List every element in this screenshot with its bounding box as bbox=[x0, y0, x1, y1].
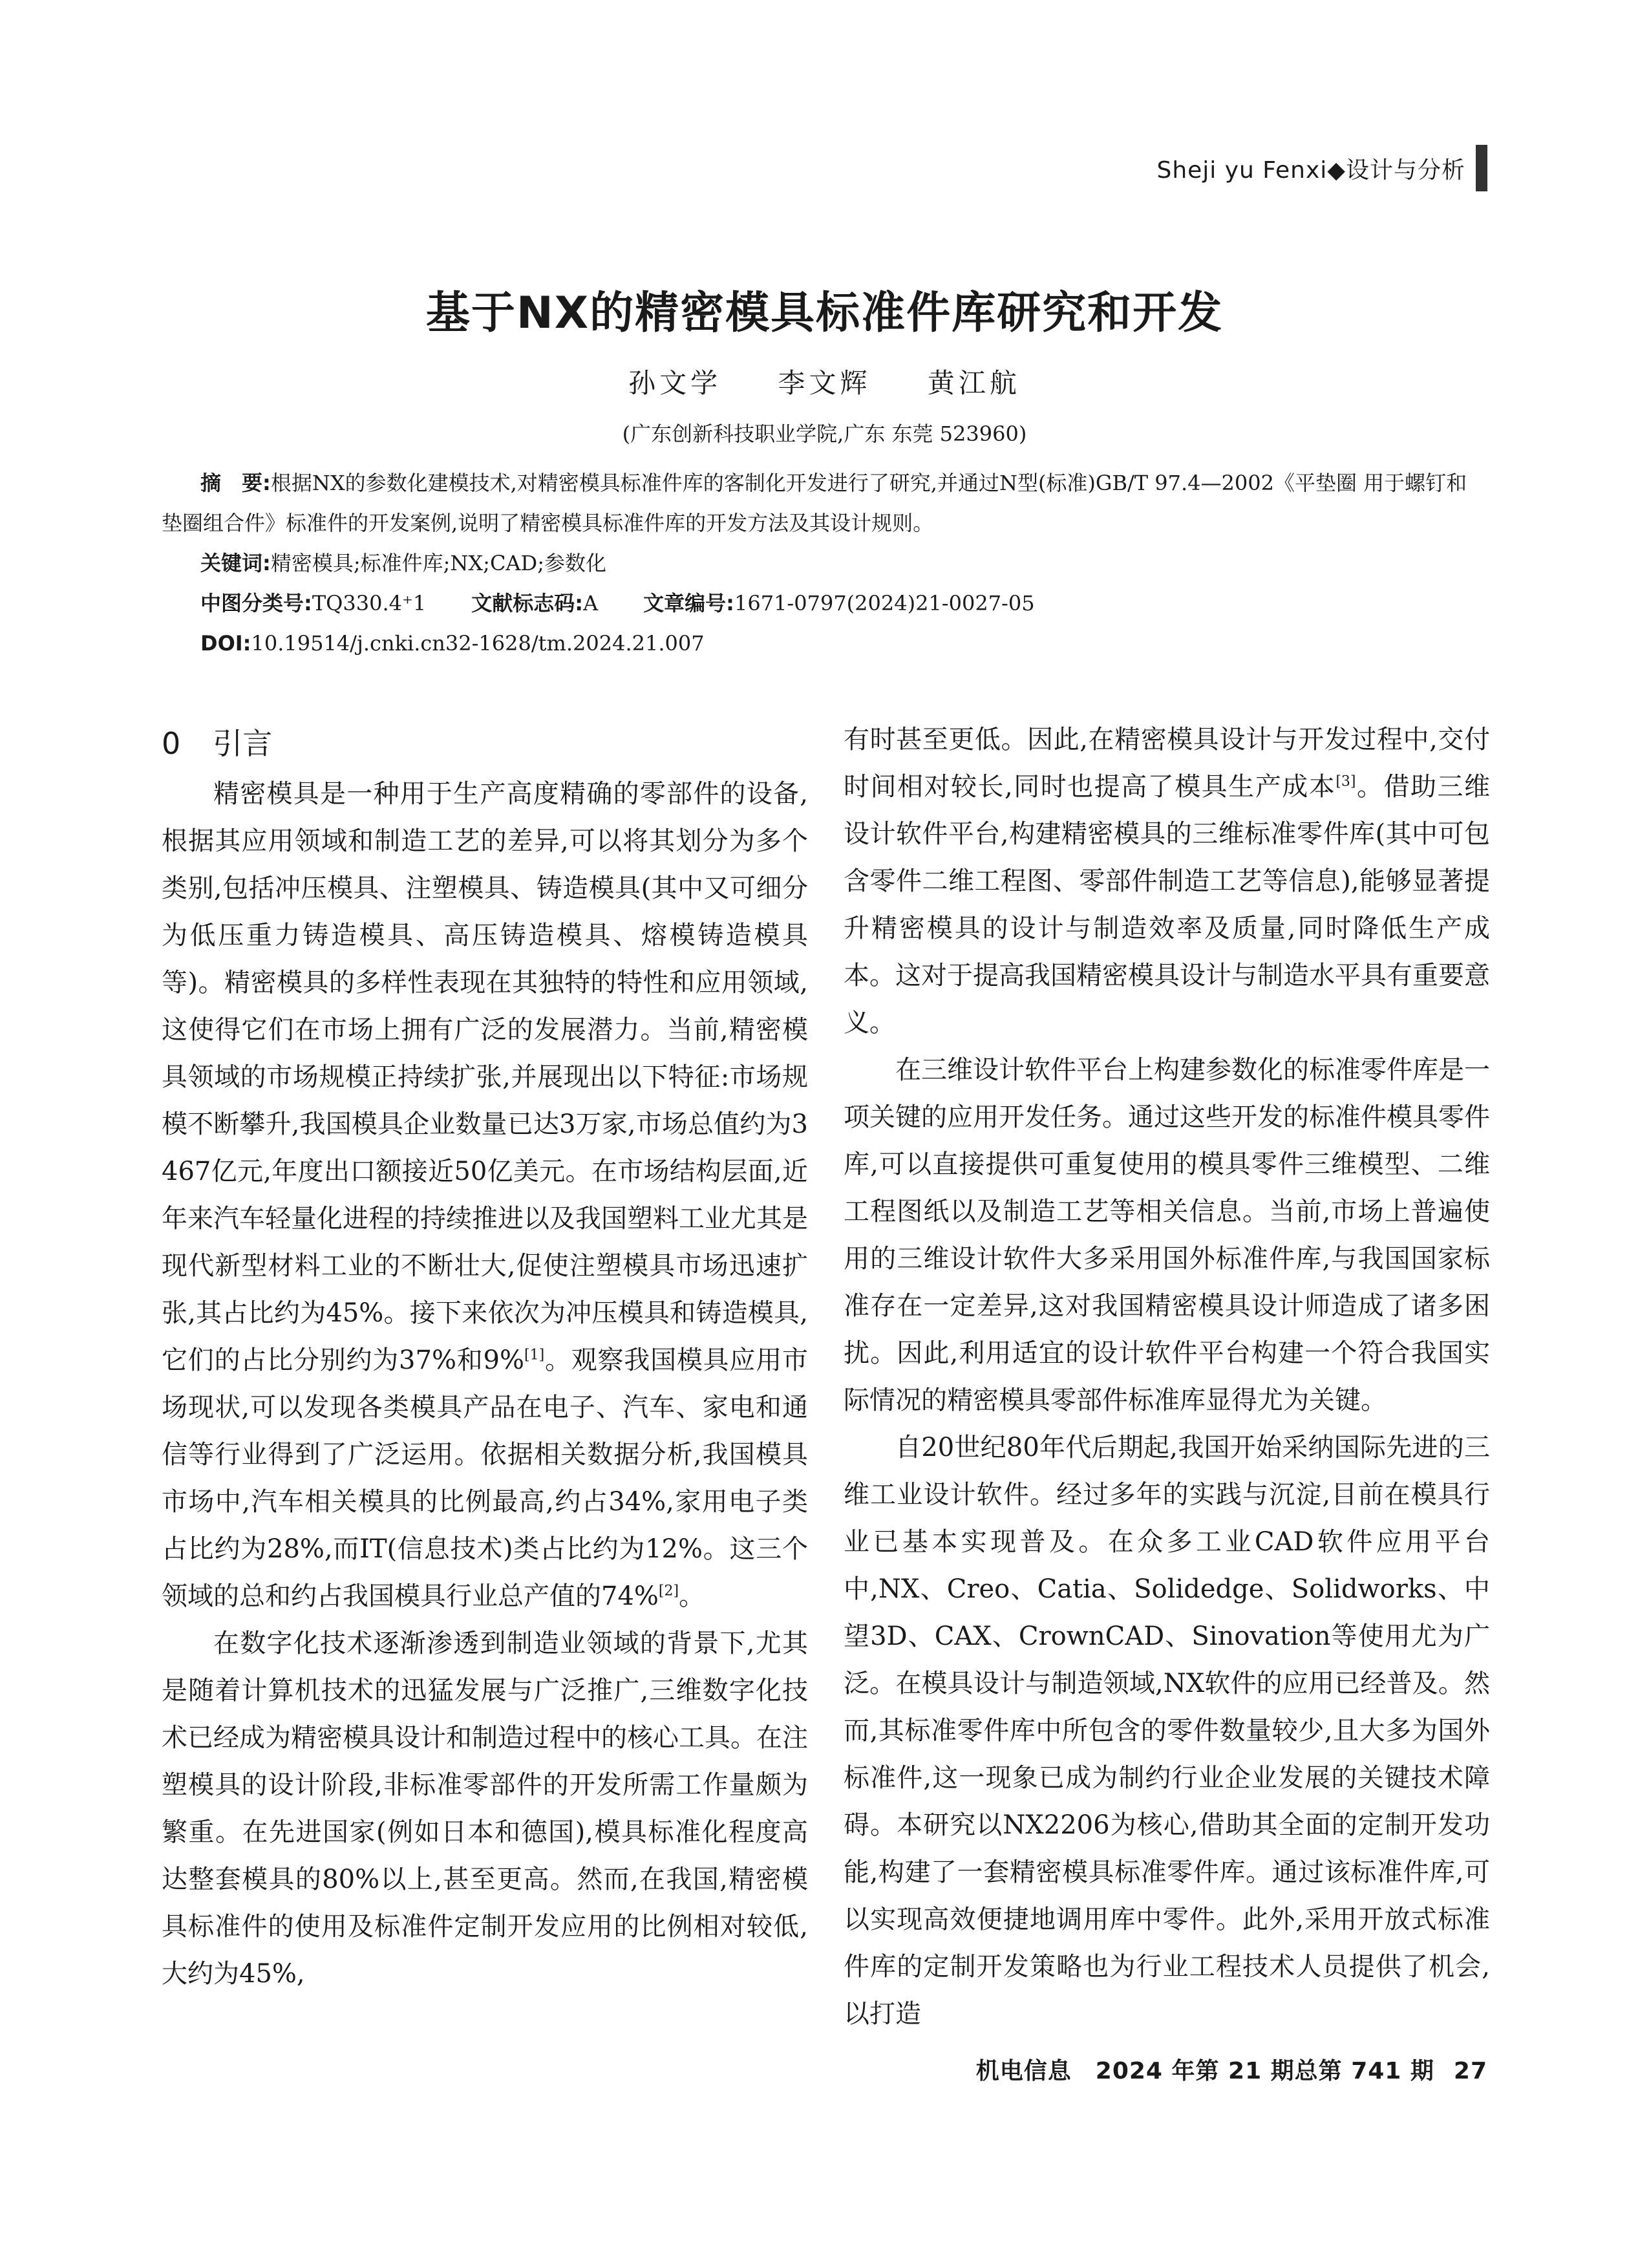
author-name: 孙文学 bbox=[628, 367, 722, 399]
section-number: 0 bbox=[162, 726, 181, 761]
paragraph-text: 。观察我国模具应用市场现状,可以发现各类模具产品在电子、汽车、家电和通信等行业得到了广泛运用。依据相关数据分析,我国模具市场中,汽车相关模具的比例最高,约占34%,家用电子类占比约为28%,而IT(信息技术)类占比约为12%。这三个领域的总和约占我国模具行业总产值的74% bbox=[162, 1345, 808, 1611]
keywords bbox=[200, 543, 1526, 583]
page-number: 27 bbox=[1453, 2058, 1487, 2084]
keywords-text: 精密模具;标准件库;NX;CAD;参数化 bbox=[270, 551, 606, 575]
abstract bbox=[162, 463, 1487, 543]
paragraph: 自20世纪80年代后期起,我国开始采纳国际先进的三维工业设计软件。经过多年的实践与沉淀,目前在模具行业已基本实现普及。在众多工业CAD软件应用平台中,NX、Creo、Catia、Solidedge、Solidworks、中望3D、CAX、CrownCAD、Sinovation等使用尤为广泛。在模具设计与制造领域,NX软件的应用已经普及。然而,其标准零件库中所包含的零件数量较少,且大多为国外标准件,这一现象已成为制约行业企业发展的关键技术障碍。本研究以NX2206为核心,借助其全面的定制开发功能,构建了一套精密模具标准零件库。通过该标准件库,可以实现高效便捷地调用库中零件。此外,采用开放式标准件库的定制开发策略也为行业工程技术人员提供了机会,以打造 bbox=[844, 1433, 1490, 2029]
classification-row bbox=[200, 583, 1526, 623]
citation: [3] bbox=[1335, 773, 1356, 790]
paragraph bbox=[162, 771, 808, 1620]
abstract-label: 摘 要: bbox=[200, 471, 271, 495]
paragraph-text: 有时甚至更低。因此,在精密模具设计与开发过程中,交付时间相对较长,同时也提高了模具生产成本 bbox=[844, 725, 1490, 802]
clc-label: 中图分类号: bbox=[200, 591, 312, 615]
citation: [1] bbox=[524, 1347, 545, 1364]
affiliation: (广东创新科技职业学院,广东 东莞 523960) bbox=[622, 422, 1027, 446]
abstract-text: 根据NX的参数化建模技术,对精密模具标准件库的客制化开发进行了研究,并通过N型(标准)GB/T 97.4—2002《平垫圈 用于螺钉和垫圈组合件》标准件的开发案例,说明了精密模具标准件库的开发方法及其设计规则。 bbox=[162, 471, 1467, 535]
document-code bbox=[471, 583, 598, 623]
journal-issue: 机电信息 2024 年第 21 期总第 741 期 bbox=[975, 2058, 1434, 2084]
paragraph bbox=[844, 716, 1490, 1047]
paper-title: 基于NX的精密模具标准件库研究和开发 bbox=[425, 288, 1224, 339]
body-column-right bbox=[844, 716, 1490, 2038]
paragraph-text: 。借助三维设计软件平台,构建精密模具的三维标准零件库(其中可包含零件二维工程图、零部件制造工艺等信息),能够显著提升精密模具的设计与制造效率及质量,同时降低生产成本。这对于提高我国精密模具设计与制造水平具有重要意义。 bbox=[844, 772, 1491, 1038]
paragraph-text: 精密模具是一种用于生产高度精确的零部件的设备,根据其应用领域和制造工艺的差异,可以将其划分为多个类别,包括冲压模具、注塑模具、铸造模具(其中又可细分为低压重力铸造模具、高压铸造模具、熔模铸造模具等)。精密模具的多样性表现在其独特的特性和应用领域,这使得它们在市场上拥有广泛的发展潜力。当前,精密模具领域的市场规模正持续扩张,并展现出以下特征:市场规模不断攀升,我国模具企业数量已达3万家,市场总值约为3 467亿元,年度出口额接近50亿美元。在市场结构层面,近年来汽车轻量化进程的持续推进以及我国塑料工业尤其是现代新型材料工业的不断壮大,促使注塑模具市场迅速扩张,其占比约为45%。接下来依次为冲压模具和铸造模具,它们的占比分别约为37%和9% bbox=[162, 779, 808, 1375]
clc-value: TQ330.4⁺1 bbox=[312, 591, 427, 615]
paragraph-text: 。 bbox=[679, 1581, 705, 1611]
author-name: 李文辉 bbox=[778, 367, 871, 399]
section-title: 引言 bbox=[213, 726, 273, 761]
keywords-label: 关键词: bbox=[200, 551, 271, 575]
clc-code bbox=[200, 583, 426, 623]
body-column-left bbox=[162, 718, 808, 1998]
article-no-label: 文章编号: bbox=[643, 591, 734, 615]
author-list bbox=[0, 362, 1649, 401]
header-bar-decoration bbox=[1476, 145, 1487, 191]
author-name: 黄江航 bbox=[927, 367, 1021, 399]
doi-line bbox=[200, 623, 1526, 663]
paragraph: 在数字化技术逐渐渗透到制造业领域的背景下,尤其是随着计算机技术的迅猛发展与广泛推广,三维数字化技术已经成为精密模具设计和制造过程中的核心工具。在注塑模具的设计阶段,非标准零部件的开发所需工作量颇为繁重。在先进国家(例如日本和德国),模具标准化程度高达整套模具的80%以上,甚至更高。然而,在我国,精密模具标准件的使用及标准件定制开发应用的比例相对较低,大约为45%, bbox=[162, 1629, 808, 1989]
paragraph: 在三维设计软件平台上构建参数化的标准零件库是一项关键的应用开发任务。通过这些开发的标准件模具零件库,可以直接提供可重复使用的模具零件三维模型、二维工程图纸以及制造工艺等相关信息。当前,市场上普遍使用的三维设计软件大多采用国外标准件库,与我国国家标准存在一定差异,这对我国精密模具设计师造成了诸多困扰。因此,利用适宜的设计软件平台构建一个符合我国实际情况的精密模具零部件标准库显得尤为关键。 bbox=[844, 1055, 1490, 1415]
article-number bbox=[643, 583, 1034, 623]
column-name: Sheji yu Fenxi◆设计与分析 bbox=[1156, 156, 1465, 184]
doc-code-label: 文献标志码: bbox=[471, 591, 584, 615]
citation: [2] bbox=[658, 1583, 679, 1599]
page-footer bbox=[976, 2053, 1487, 2086]
doc-code-value: A bbox=[583, 591, 599, 615]
doi-label: DOI: bbox=[200, 631, 251, 656]
article-no-value: 1671-0797(2024)21-0027-05 bbox=[734, 591, 1035, 615]
running-header bbox=[1156, 142, 1487, 194]
section-heading bbox=[162, 718, 808, 769]
doi-value: 10.19514/j.cnki.cn32-1628/tm.2024.21.007 bbox=[251, 631, 705, 656]
